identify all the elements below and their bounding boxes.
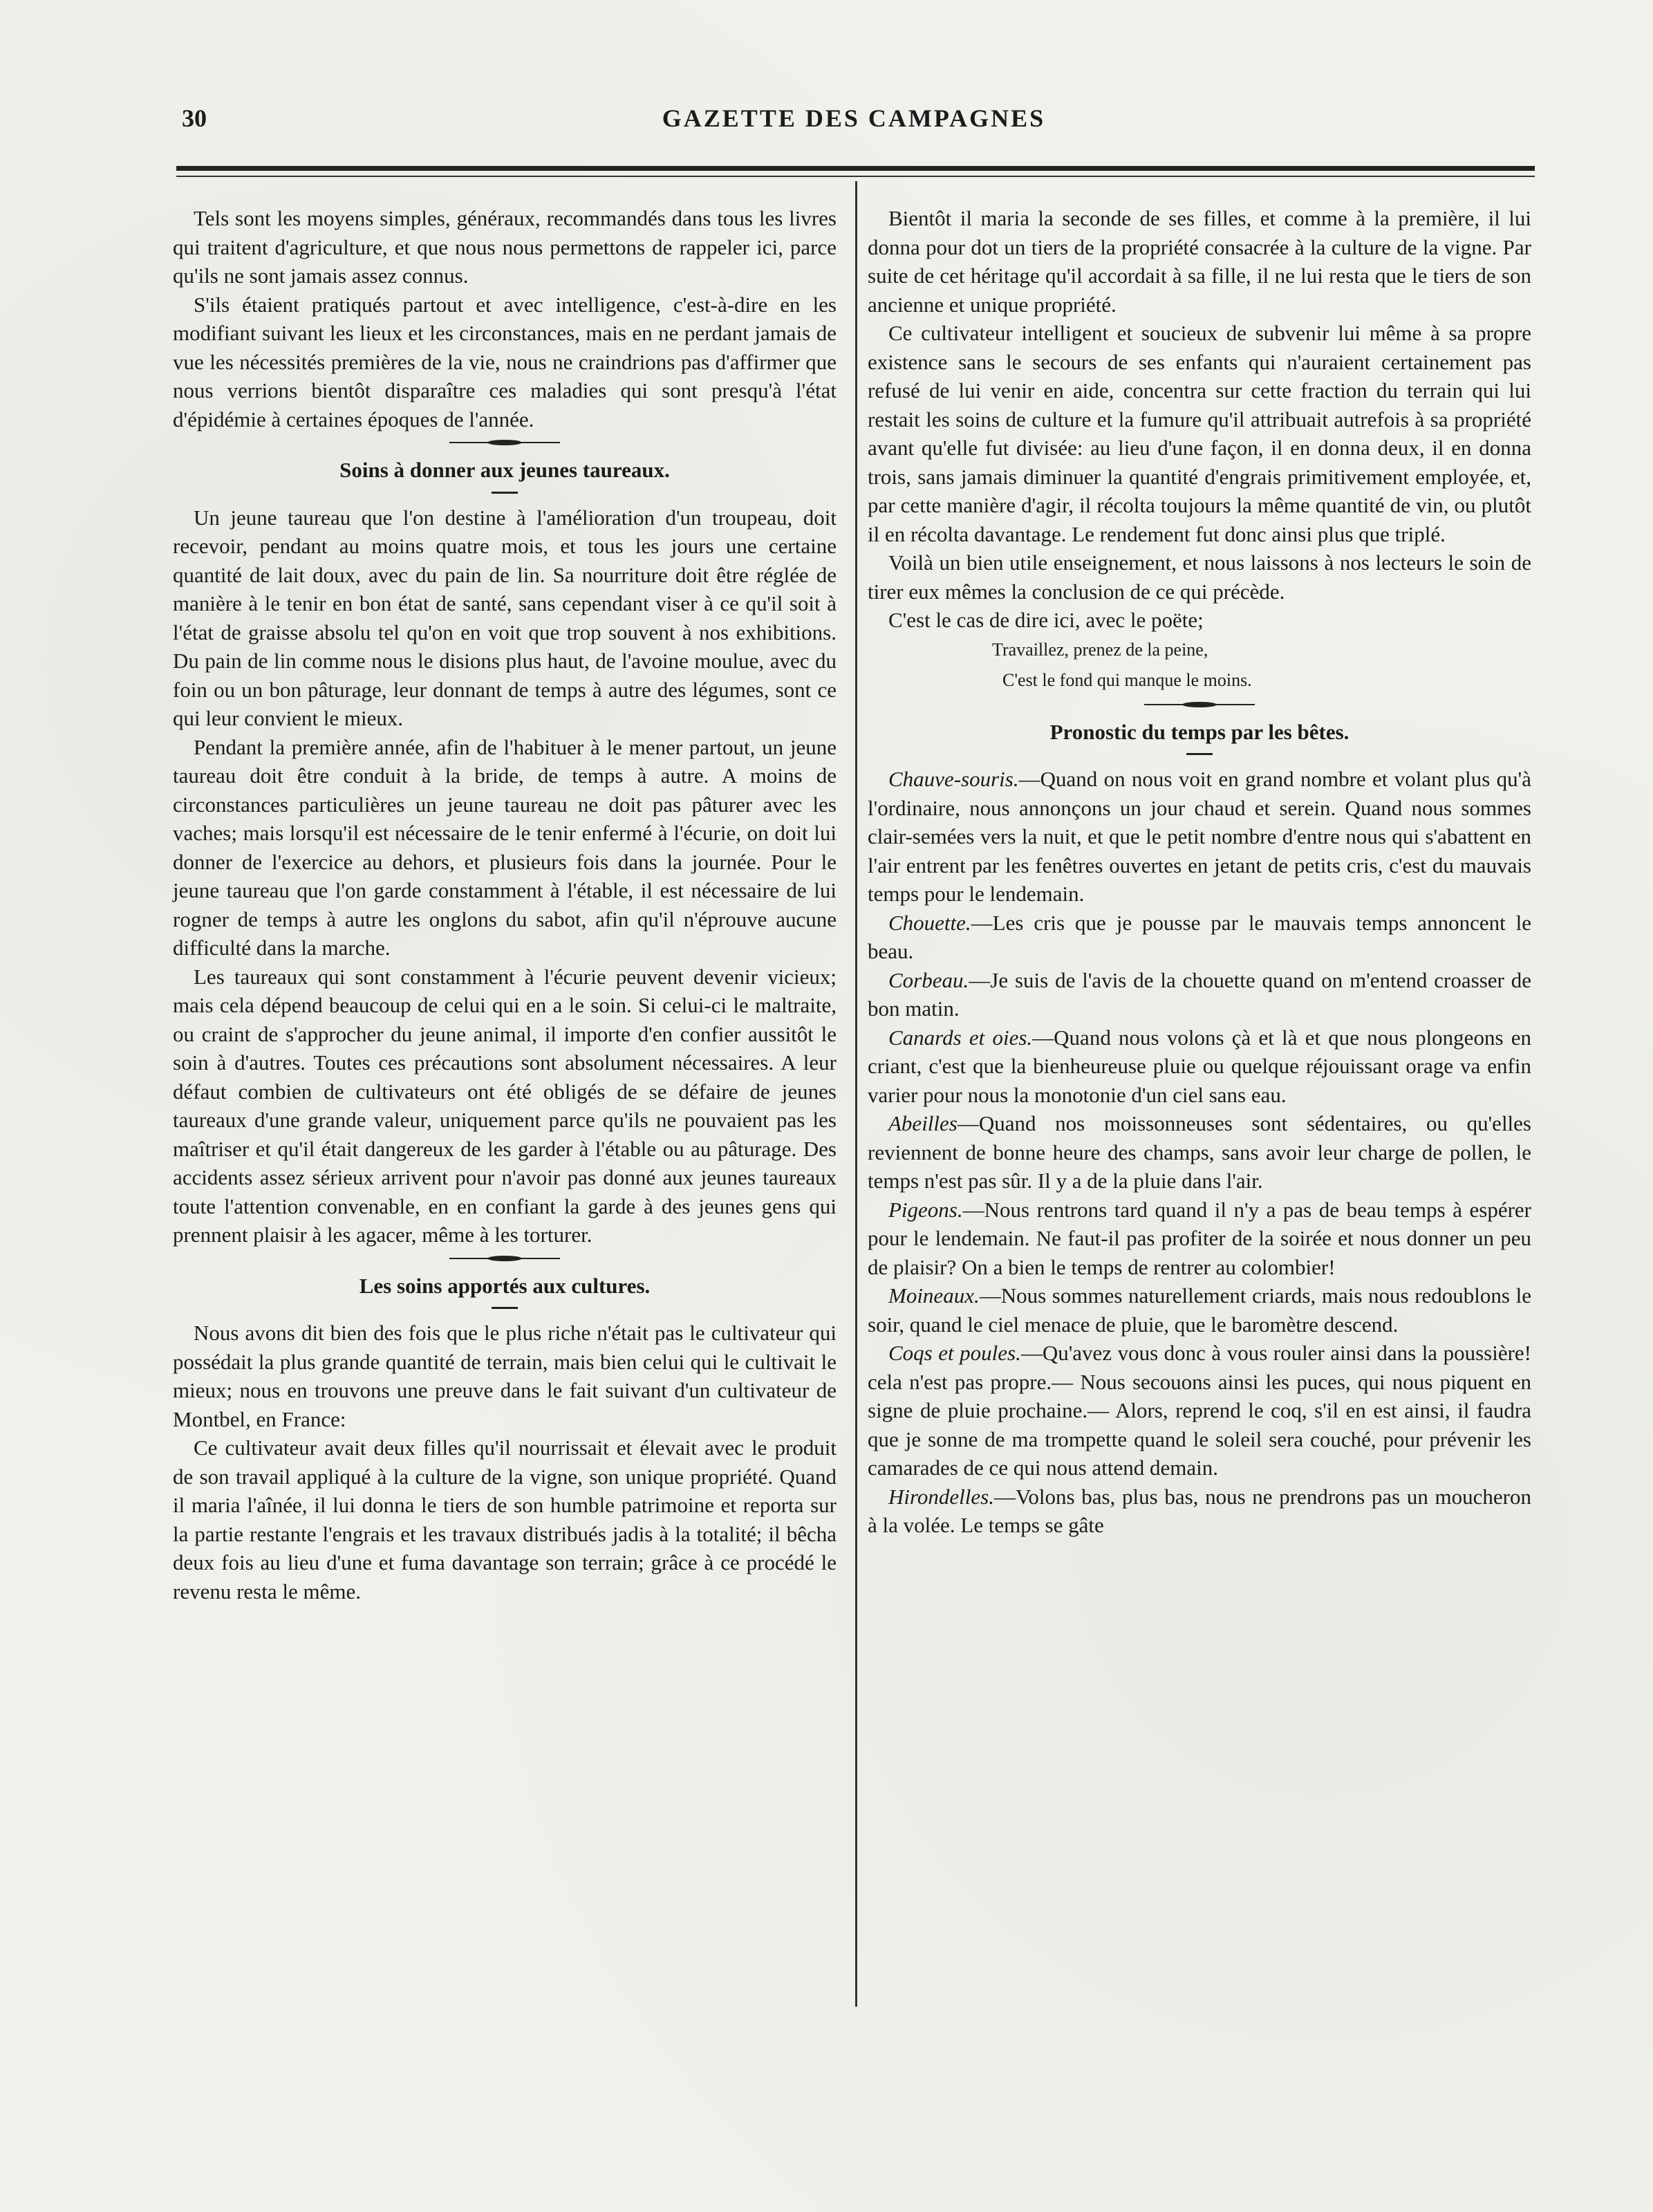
- animal-name: Chouette.: [888, 910, 971, 935]
- paragraph: Ce cultivateur intelligent et soucieux de subvenir lui même à sa propre existence sans le secours de ses enfants qui n'auraient certainement pas refusé de lui venir en aide, concentra sur cette fraction du terrain qui lui restait les soins de culture et la fumure qu'il attribuait autrefois à sa propriété avant qu'elle fut divisée: au lieu d'une façon, il en donna deux, il en donna trois, sans jamais diminuer la quantité d'engrais primitivement employée, et, par cette manière d'agir, il récolta toujours la même quantité de vin, ou plutôt il en récolta davantage. Le rendement fut donc ainsi plus que triplé.: [868, 321, 1531, 546]
- animal-text: —Nous rentrons tard quand il n'y a pas de beau temps à espérer pour le lendemain. Ne faut-il pas profiter de la soirée et nous donner un peu de plaisir? On a bien le temps de rentrer au colombier!: [868, 1197, 1531, 1279]
- section-dash: [1186, 753, 1213, 755]
- header-rule-thin: [176, 176, 1535, 177]
- section-title: Les soins apportés aux cultures.: [359, 1273, 651, 1298]
- section-dash: [492, 1307, 518, 1309]
- section-ornament: [1144, 703, 1255, 707]
- animal-entry: [868, 1281, 1531, 1339]
- animal-name: Coqs et poules.: [888, 1341, 1021, 1365]
- animal-entry: [868, 1109, 1531, 1196]
- animal-text: —Je suis de l'avis de la chouette quand on m'entend croasser de bon matin.: [868, 967, 1531, 1021]
- section-title: Pronostic du temps par les bêtes.: [1049, 719, 1350, 744]
- animal-text: —Nous sommes naturellement criards, mais nous redoublons le soir, quand le ciel menace de pluie, que le baromètre descend.: [868, 1283, 1531, 1337]
- animal-entry: [868, 909, 1531, 966]
- paragraph: Voilà un bien utile enseignement, et nous laissons à nos lecteurs le soin de tirer eux mêmes la conclusion de ce qui précède.: [868, 550, 1531, 604]
- animal-text: —Quand nos moissonneuses sont sédentaires, ou qu'elles reviennent de bonne heure des champs, sans avoir leur charge de pollen, le temps n'est pas sûr. Il y a de la pluie dans l'air.: [868, 1111, 1531, 1193]
- verse-line: C'est le fond qui manque le moins.: [1002, 669, 1252, 690]
- animal-text: —Qu'avez vous donc à vous rouler ainsi dans la poussière! cela n'est pas propre.— Nous secouons ainsi les puces, qui nous piquent en signe de pluie prochaine.— Alors, reprend le coq, s'il en est ainsi, il faudra que je sonne de ma trompette quand le soleil sera couché, pour prévenir les camarades de ce qui nous attend demain.: [868, 1341, 1531, 1480]
- animal-name: Canards et oies.: [888, 1025, 1033, 1050]
- page-title: GAZETTE DES CAMPAGNES: [662, 104, 1046, 132]
- paragraph: C'est le cas de dire ici, avec le poëte;: [888, 608, 1204, 632]
- section-dash: [492, 492, 518, 494]
- animal-name: Pigeons.: [888, 1197, 963, 1222]
- verse-line: Travaillez, prenez de la peine,: [992, 639, 1208, 660]
- section-title: Soins à donner aux jeunes taureaux.: [339, 458, 670, 482]
- animal-entry: [868, 1023, 1531, 1110]
- animal-entry: [868, 765, 1531, 909]
- right-column: [868, 204, 1531, 1540]
- section-ornament: [449, 440, 560, 445]
- animal-entry: [868, 1196, 1531, 1282]
- page-header: [176, 104, 1531, 145]
- column-divider: [855, 181, 857, 2007]
- paragraph: Tels sont les moyens simples, généraux, recommandés dans tous les livres qui traitent d'agriculture, et que nous nous permettons de rappeler ici, parce qu'ils ne sont jamais assez connus.: [173, 206, 837, 288]
- animal-name: Corbeau.: [888, 967, 969, 992]
- paragraph: Ce cultivateur avait deux filles qu'il nourrissait et élevait avec le produit de son travail appliqué à la culture de la vigne, son unique propriété. Quand il maria l'aînée, il lui donna le tiers de son humble patrimoine et reporta sur la partie restante l'engrais et les travaux distribués jadis à la totalité; il bêcha deux fois au lieu d'une et fuma davantage son terrain; grâce à ce procédé le revenu resta le même.: [173, 1435, 837, 1604]
- section-ornament: [449, 1256, 560, 1261]
- paragraph: Les taureaux qui sont constamment à l'écurie peuvent devenir vicieux; mais cela dépend beaucoup de celui qui en a le soin. Si celui-ci le maltraite, ou craint de s'approcher du jeune animal, il importe d'en confier aussitôt le soin à d'autres. Toutes ces précautions sont absolument nécessaires. A leur défaut combien de cultivateurs ont été obligés de se défaire de jeunes taureaux d'une grande valeur, uniquement parce qu'ils ne pouvaient pas les maîtriser et qu'il était dangereux de les garder à l'étable ou au pâturage. Des accidents assez sérieux arrivent pour n'avoir pas donné aux jeunes taureaux toute l'attention convenable, en en confiant la garde à des jeunes gens qui prennent plaisir à les agacer, même à les torturer.: [173, 964, 837, 1247]
- animal-entry: [868, 1483, 1531, 1540]
- animal-entry: [868, 1339, 1531, 1483]
- animal-text: —Les cris que je pousse par le mauvais temps annoncent le beau.: [868, 910, 1531, 963]
- header-rule: [176, 166, 1535, 171]
- animal-text: —Volons bas, plus bas, nous ne prendrons pas un moucheron à la volée. Le temps se gâte: [868, 1484, 1531, 1537]
- animal-entry: [868, 966, 1531, 1023]
- paragraph: Nous avons dit bien des fois que le plus riche n'était pas le cultivateur qui possédait la plus grande quantité de terrain, mais bien celui qui le cultivait le mieux; nous en trouvons une preuve dans le fait suivant d'un cultivateur de Montbel, en France:: [173, 1321, 837, 1431]
- left-column: [173, 204, 837, 1606]
- animal-name: Hirondelles.: [888, 1484, 994, 1509]
- page-number: 30: [182, 104, 207, 132]
- animal-name: Abeilles: [888, 1111, 958, 1135]
- animal-name: Moineaux.: [888, 1283, 980, 1308]
- animal-name: Chauve-souris.: [888, 767, 1019, 791]
- animal-text: —Quand nous volons çà et là et que nous plongeons en criant, c'est que la bienheureuse pluie ou quelque réjouissant orage va enfin varier pour nous la monotonie d'un ciel sans eau.: [868, 1025, 1531, 1107]
- paragraph: S'ils étaient pratiqués partout et avec intelligence, c'est-à-dire en les modifiant suivant les lieux et les circonstances, mais en ne perdant jamais de vue les nécessités premières de la vie, nous ne craindrions pas d'affirmer que nous verrions bientôt disparaître ces maladies qui sont presqu'à l'état d'épidémie à certaines époques de l'année.: [173, 292, 837, 431]
- paragraph: Pendant la première année, afin de l'habituer à le mener partout, un jeune taureau doit être conduit à la bride, de temps à autre. A moins de circonstances particulières un jeune taureau ne doit pas pâturer avec les vaches; mais lorsqu'il est nécessaire de le tenir enfermé à l'écurie, on doit lui donner de l'exercice au dehors, et plusieurs fois dans la journée. Pour le jeune taureau que l'on garde constamment à l'étable, il est nécessaire de lui rogner de temps à autre les onglons du sabot, afin qu'il n'éprouve aucune difficulté dans la marche.: [173, 734, 837, 960]
- paragraph: Un jeune taureau que l'on destine à l'amélioration d'un troupeau, doit recevoir, pendant au moins quatre mois, et tous les jours une certaine quantité de lait doux, avec du pain de lin. Sa nourriture doit être réglée de manière à le tenir en bon état de santé, sans cependant viser à ce qu'il soit à l'état de graisse absolu tel qu'on en voit que trop souvent à nos exhibitions. Du pain de lin comme nous le disions plus haut, de l'avoine moulue, avec du foin ou un bon pâturage, leur donnant de temps à autre des légumes, sont ce qui leur convient le mieux.: [173, 505, 837, 730]
- paragraph: Bientôt il maria la seconde de ses filles, et comme à la première, il lui donna pour dot un tiers de la propriété consacrée à la culture de la vigne. Par suite de cet héritage qu'il accordait à sa fille, il ne lui resta que le tiers de son ancienne et unique propriété.: [868, 206, 1531, 317]
- animal-text: —Quand on nous voit en grand nombre et volant plus qu'à l'ordinaire, nous annonçons un jour chaud et serein. Quand nous sommes clair-semées vers la nuit, et que le petit nombre d'entre nous qui s'abattent en l'air entrent par les fenêtres ouvertes en jetant de petits cris, c'est du mauvais temps pour le lendemain.: [868, 767, 1531, 906]
